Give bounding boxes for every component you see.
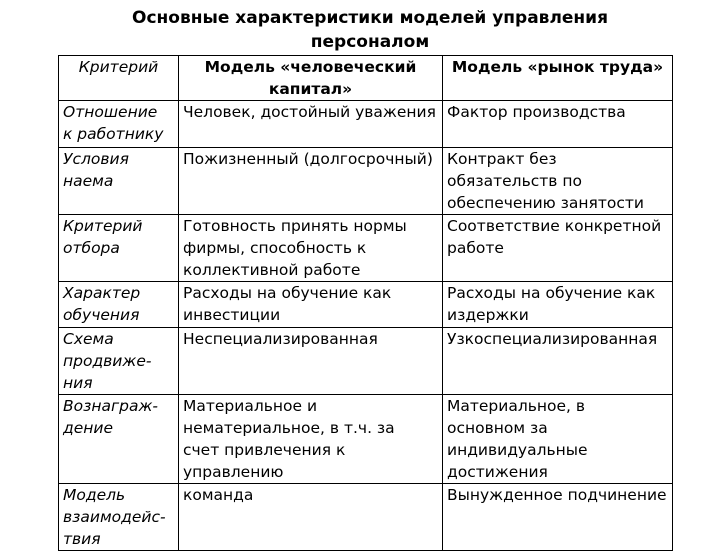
- cell-line: Пожизненный (долгосрочный): [183, 150, 433, 168]
- criterion-cell: [59, 395, 179, 484]
- header-labor-market: Модель «рынок труда»: [443, 56, 673, 101]
- cell-line: инвестиции: [183, 306, 281, 324]
- cell-line: управлению: [183, 463, 284, 481]
- cell-line: Схема: [63, 330, 114, 348]
- cell-line: коллективной работе: [183, 261, 361, 279]
- criterion-cell: [59, 101, 179, 148]
- labor-market-cell: [443, 328, 673, 395]
- cell-line: Материальное и: [183, 397, 318, 415]
- cell-line: Фактор производства: [447, 103, 626, 121]
- cell-line: основном за: [447, 419, 548, 437]
- labor-market-cell: [443, 484, 673, 551]
- header-human-capital: [179, 56, 443, 101]
- cell-line: обязательств по: [447, 172, 582, 190]
- cell-line: счет привлечения к: [183, 441, 346, 459]
- cell-line: Вынужденное подчинение: [447, 486, 667, 504]
- title-line-2: персоналом: [310, 32, 430, 52]
- cell-line: работе: [447, 239, 504, 257]
- labor-market-cell: [443, 215, 673, 282]
- cell-line: Критерий: [63, 217, 143, 235]
- table-row: [59, 484, 673, 551]
- header-human-capital-line-1: Модель «человеческий: [204, 58, 417, 76]
- labor-market-cell: [443, 395, 673, 484]
- cell-line: Отношение: [63, 103, 158, 121]
- human-capital-cell: [179, 395, 443, 484]
- human-capital-cell: [179, 484, 443, 551]
- cell-line: Условия: [63, 150, 129, 168]
- cell-line: ния: [63, 374, 93, 392]
- table-row: [59, 395, 673, 484]
- cell-line: отбора: [63, 239, 120, 257]
- cell-line: команда: [183, 486, 254, 504]
- labor-market-cell: [443, 101, 673, 148]
- criterion-cell: [59, 215, 179, 282]
- human-capital-cell: [179, 215, 443, 282]
- cell-line: Расходы на обучение как: [183, 284, 392, 302]
- criterion-cell: [59, 328, 179, 395]
- cell-line: наема: [63, 172, 114, 190]
- table-row: [59, 215, 673, 282]
- cell-line: дение: [63, 419, 113, 437]
- models-comparison-table: [58, 55, 673, 551]
- cell-line: Контракт без: [447, 150, 557, 168]
- cell-line: достижения: [447, 463, 548, 481]
- cell-line: издержки: [447, 306, 529, 324]
- labor-market-cell: [443, 282, 673, 328]
- header-row: [59, 56, 673, 101]
- criterion-cell: [59, 282, 179, 328]
- header-human-capital-line-2: капитал»: [268, 80, 353, 98]
- human-capital-cell: [179, 101, 443, 148]
- cell-line: твия: [63, 530, 101, 548]
- cell-line: Готовность принять нормы: [183, 217, 407, 235]
- criterion-cell: [59, 148, 179, 215]
- human-capital-cell: [179, 282, 443, 328]
- table-row: [59, 101, 673, 148]
- cell-line: фирмы, способность к: [183, 239, 367, 257]
- header-criterion: Критерий: [59, 56, 179, 101]
- table-row: [59, 148, 673, 215]
- cell-line: Материальное, в: [447, 397, 586, 415]
- cell-line: обеспечению занятости: [447, 194, 644, 212]
- human-capital-cell: [179, 148, 443, 215]
- cell-line: Характер: [63, 284, 141, 302]
- cell-line: взаимодейс-: [63, 508, 166, 526]
- title-line-1: Основные характеристики моделей управления: [132, 8, 608, 28]
- cell-line: Человек, достойный уважения: [183, 103, 436, 121]
- cell-line: Модель: [63, 486, 126, 504]
- cell-line: Соответствие конкретной: [447, 217, 662, 235]
- labor-market-cell: [443, 148, 673, 215]
- criterion-cell: [59, 484, 179, 551]
- cell-line: к работнику: [63, 125, 164, 143]
- cell-line: обучения: [63, 306, 140, 324]
- table-row: [59, 328, 673, 395]
- cell-line: продвиже-: [63, 352, 152, 370]
- cell-line: нематериальное, в т.ч. за: [183, 419, 395, 437]
- cell-line: Узкоспециализированная: [447, 330, 658, 348]
- cell-line: Неспециализированная: [183, 330, 378, 348]
- table-row: [59, 282, 673, 328]
- page-title: [60, 6, 680, 54]
- human-capital-cell: [179, 328, 443, 395]
- cell-line: Расходы на обучение как: [447, 284, 656, 302]
- cell-line: Вознаграж-: [63, 397, 159, 415]
- cell-line: индивидуальные: [447, 441, 588, 459]
